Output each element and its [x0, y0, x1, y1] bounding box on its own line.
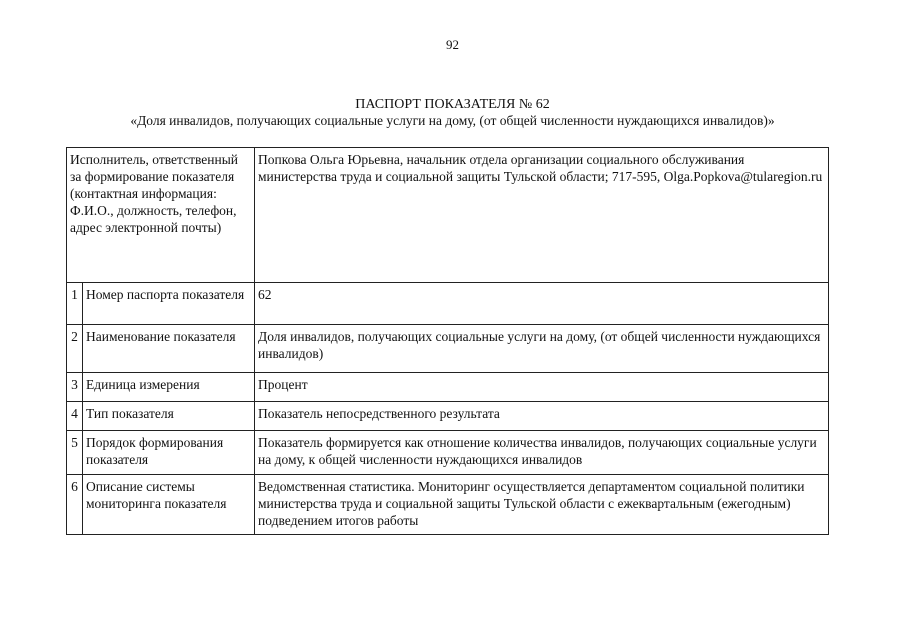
row-number: 5	[67, 431, 83, 475]
table-row-executor	[67, 148, 829, 283]
table-row	[67, 283, 829, 325]
row-number: 4	[67, 402, 83, 431]
document-title: ПАСПОРТ ПОКАЗАТЕЛЯ № 62	[355, 97, 550, 112]
row-label: Порядок формирования показателя	[83, 431, 255, 475]
page-number: 92	[446, 37, 459, 52]
table-row	[67, 373, 829, 402]
row-label: Тип показателя	[83, 402, 255, 431]
row-label: Единица измерения	[83, 373, 255, 402]
row-number: 1	[67, 283, 83, 325]
row-number: 3	[67, 373, 83, 402]
passport-table	[66, 147, 829, 535]
executor-label: Исполнитель, ответственный за формирование показателя (контактная информация: Ф.И.О., должность, телефон, адрес электронной почты)	[67, 148, 255, 283]
row-value: 62	[255, 283, 829, 325]
row-number: 2	[67, 325, 83, 373]
row-label: Номер паспорта показателя	[83, 283, 255, 325]
row-value: Показатель непосредственного результата	[255, 402, 829, 431]
row-value: Доля инвалидов, получающих социальные услуги на дому, (от общей численности нуждающихся инвалидов)	[255, 325, 829, 373]
table-row	[67, 431, 829, 475]
row-value: Процент	[255, 373, 829, 402]
document-subtitle: «Доля инвалидов, получающих социальные услуги на дому, (от общей численности нуждающихся инвалидов)»	[130, 113, 775, 128]
row-value: Ведомственная статистика. Мониторинг осуществляется департаментом социальной политики министерства труда и социальной защиты Тульской области с ежеквартальным (ежегодным) подведением итогов работы	[255, 475, 829, 535]
row-number: 6	[67, 475, 83, 535]
row-label: Описание системы мониторинга показателя	[83, 475, 255, 535]
table-row	[67, 475, 829, 535]
row-label: Наименование показателя	[83, 325, 255, 373]
table-row	[67, 402, 829, 431]
executor-value: Попкова Ольга Юрьевна, начальник отдела организации социального обслуживания министерства труда и социальной защиты Тульской области; 717-595, Olga.Popkova@tularegion.ru	[255, 148, 829, 283]
row-value: Показатель формируется как отношение количества инвалидов, получающих социальные услуги на дому, к общей численности нуждающихся инвалидов	[255, 431, 829, 475]
table-row	[67, 325, 829, 373]
